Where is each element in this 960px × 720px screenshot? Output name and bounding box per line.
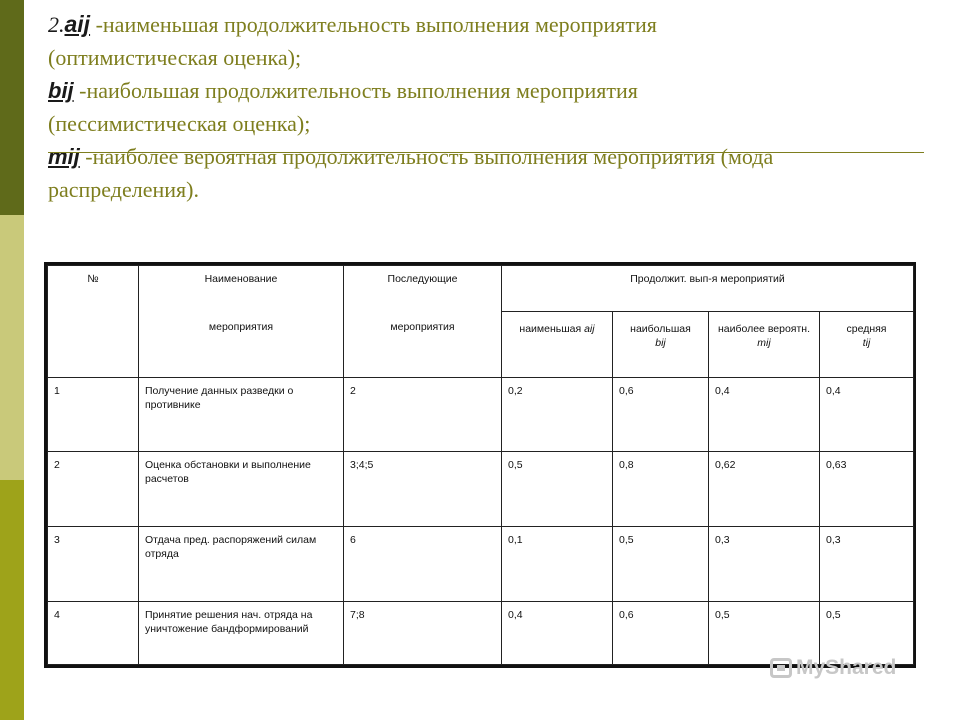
sidebar-stripe (0, 0, 24, 720)
sidebar-segment-light (0, 215, 24, 480)
table-row (48, 452, 914, 527)
header-avg-label: средняя (846, 323, 887, 336)
header-likely-label: наиболее вероятн. (717, 323, 811, 336)
events-table-frame (44, 262, 916, 668)
cell-max: 0,5 (613, 527, 709, 602)
cell-min: 0,2 (502, 377, 613, 452)
header-max-label: наибольшая (630, 323, 691, 336)
header-min-label: наименьшая (519, 323, 582, 336)
header-num: № (48, 266, 139, 378)
definition-bij (48, 74, 938, 107)
header-avg-var: tij (862, 337, 871, 350)
monitor-icon (770, 658, 792, 678)
mij-description: -наиболее вероятная продолжительность выполнения мероприятия (мода (85, 144, 774, 169)
term-bij: bij (48, 78, 74, 103)
header-min (502, 312, 613, 377)
cell-likely: 0,62 (709, 452, 820, 527)
cell-num: 3 (48, 527, 139, 602)
cell-name: Оценка обстановки и выполнение расчетов (139, 452, 344, 527)
table-row (48, 527, 914, 602)
cell-next: 2 (344, 377, 502, 452)
aij-description-2: (оптимистическая оценка); (48, 45, 302, 70)
cell-next: 3;4;5 (344, 452, 502, 527)
cell-max: 0,6 (613, 377, 709, 452)
bij-description: -наибольшая продолжительность выполнения мероприятия (79, 78, 638, 103)
mij-description-2: распределения). (48, 177, 199, 202)
sidebar-segment-dark (0, 0, 24, 215)
header-name-bottom: мероприятия (208, 321, 274, 333)
cell-likely: 0,5 (709, 601, 820, 664)
cell-num: 2 (48, 452, 139, 527)
cell-max: 0,6 (613, 601, 709, 664)
divider-line (48, 152, 924, 153)
header-max (613, 312, 709, 377)
cell-avg: 0,63 (820, 452, 914, 527)
header-name-top: Наименование (204, 273, 278, 285)
header-likely (709, 312, 820, 377)
header-name (139, 266, 344, 378)
cell-name: Получение данных разведки о противнике (139, 377, 344, 452)
term-mij: mij (48, 144, 80, 169)
watermark-text: MyShared (796, 656, 897, 679)
cell-likely: 0,4 (709, 377, 820, 452)
watermark (770, 656, 896, 680)
bij-description-2: (пессимистическая оценка); (48, 111, 311, 136)
cell-avg: 0,3 (820, 527, 914, 602)
cell-next: 7;8 (344, 601, 502, 664)
aij-description: -наименьшая продолжительность выполнения мероприятия (95, 12, 657, 37)
cell-name: Отдача пред. распоряжений силам отряда (139, 527, 344, 602)
cell-next: 6 (344, 527, 502, 602)
header-max-var: bij (655, 337, 666, 350)
term-aij: aij (64, 11, 91, 37)
definition-aij (48, 8, 938, 41)
cell-min: 0,1 (502, 527, 613, 602)
cell-num: 4 (48, 601, 139, 664)
header-duration-group: Продолжит. вып-я мероприятий (502, 266, 914, 312)
cell-min: 0,4 (502, 601, 613, 664)
definition-mij (48, 140, 938, 173)
header-next-bottom: мероприятия (390, 321, 455, 333)
cell-avg: 0,5 (820, 601, 914, 664)
events-table (47, 265, 914, 665)
cell-name: Принятие решения нач. отряда на уничтожение бандформирований (139, 601, 344, 664)
cell-num: 1 (48, 377, 139, 452)
cell-min: 0,5 (502, 452, 613, 527)
table-row (48, 377, 914, 452)
header-next-top: Последующие (387, 273, 458, 285)
sidebar-segment-mid (0, 480, 24, 720)
item-number: 2. (48, 12, 65, 37)
header-likely-var: mij (757, 337, 771, 350)
header-min-var: aij (584, 323, 595, 336)
cell-likely: 0,3 (709, 527, 820, 602)
table-header-row (48, 266, 914, 312)
header-avg (820, 312, 914, 377)
header-next (344, 266, 502, 378)
cell-max: 0,8 (613, 452, 709, 527)
cell-avg: 0,4 (820, 377, 914, 452)
definitions-text (48, 8, 938, 206)
